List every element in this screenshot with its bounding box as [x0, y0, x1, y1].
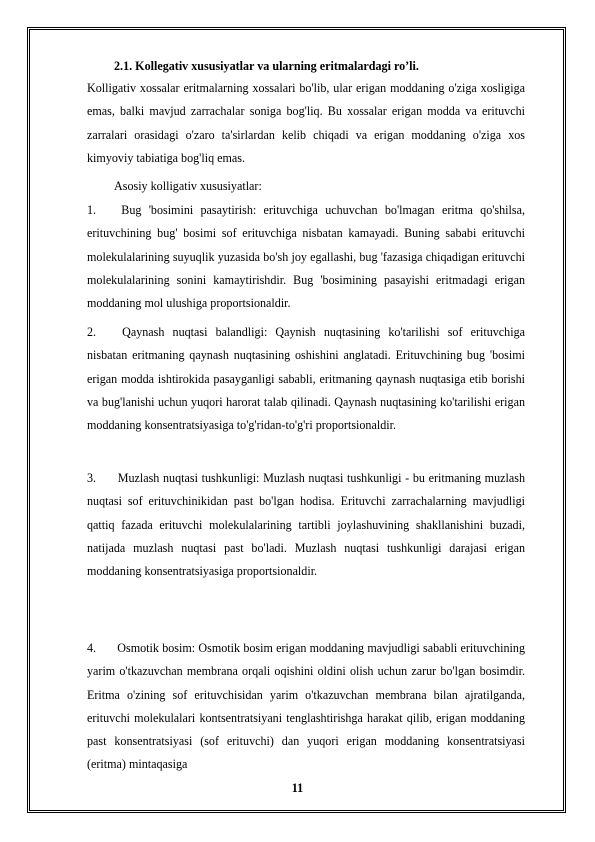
list-item-number: 2.	[87, 325, 97, 339]
list-item-number: 3.	[87, 471, 97, 485]
list-item-text: Osmotik bosim: Osmotik bosim erigan moddaning mavjudligi sababli erituvchining yarim o'tkazuvchan membrana orqali oqishini oldini olish uchun zarur bo'lgan bosimdir. Eritma o'zining sof erituvchisidan yarim o'tkazuvchan membrana bilan ajratilganda, erituvchi molekulalari kontsentratsiyani tenglashtirishga harakat qilib, erigan moddaning past konsentratsiyasi (sof erituvchi) dan yuqori erigan moddaning konsentratsiyasi (eritma) mintaqasiga	[87, 641, 526, 772]
list-item	[87, 321, 525, 437]
list-item	[87, 467, 525, 583]
list-item	[87, 637, 525, 777]
list-item-text: Muzlash nuqtasi tushkunligi: Muzlash nuqtasi tushkunligi - bu eritmaning muzlash nuqtasi sof erituvchinikidan past bo'lgan hodisa. Erituvchi zarrachalarning mavjudligi qattiq fazada erituvchi molekulalarining tartibli joylashuvining shakllanishini buzadi, natijada muzlash nuqtasi past bo'ladi. Muzlash nuqtasi tushkunligi darajasi erigan moddaning konsentratsiyasiga proportsionaldir.	[87, 471, 525, 579]
subheading-paragraph	[87, 175, 525, 198]
list-item-number: 1.	[87, 203, 97, 217]
page-number: 11	[291, 781, 304, 795]
list-item-text: Qaynash nuqtasi balandligi: Qaynish nuqtasining ko'tarilishi sof erituvchiga nisbatan eritmaning qaynash nuqtasining oshishini anglatadi. Erituvchining bug 'bosimi erigan modda ishtirokida pasayganligi sababli, eritmaning qaynash nuqtasiga etib borishi va bug'lanishi uchun yuqori harorat talab qilinadi. Qaynash nuqtasining ko'tarilishi erigan moddaning konsentratsiyasiga to'g'ridan-to'g'ri proportsionaldir.	[87, 325, 525, 433]
intro-paragraph	[87, 77, 525, 170]
list-item	[87, 199, 525, 315]
subheading-text: Asosiy kolligativ xususiyatlar:	[114, 179, 262, 193]
list-item-number: 4.	[87, 641, 97, 655]
list-item-text: Bug 'bosimini pasaytirish: erituvchiga uchuvchan bo'lmagan eritma qo'shilsa, erituvchining bug' bosimi sof erituvchiga nisbatan kamayadi. Buning sababi erituvchi molekulalarining suyuqlik yuzasida bo'sh joy egallashi, bug 'fazasiga chiqadigan erituvchi molekulalarining sonini kamaytirishdir. Bug 'bosimining pasayishi eritmadagi erigan moddaning mol ulushiga proportsionaldir.	[87, 203, 525, 311]
intro-text: Kolligativ xossalar eritmalarning xossalari bo'lib, ular erigan moddaning o'ziga xosligiga emas, balki mavjud zarrachalar soniga bog'liq. Bu xossalar erigan modda va erituvchi zarralari orasidagi o'zaro ta'sirlardan kelib chiqadi va erigan moddaning o'ziga xos kimyoviy tabiatiga bog'liq emas.	[87, 81, 525, 165]
section-heading: 2.1. Kollegativ xususiyatlar va ularning eritmalardagi ro’li.	[114, 59, 419, 73]
